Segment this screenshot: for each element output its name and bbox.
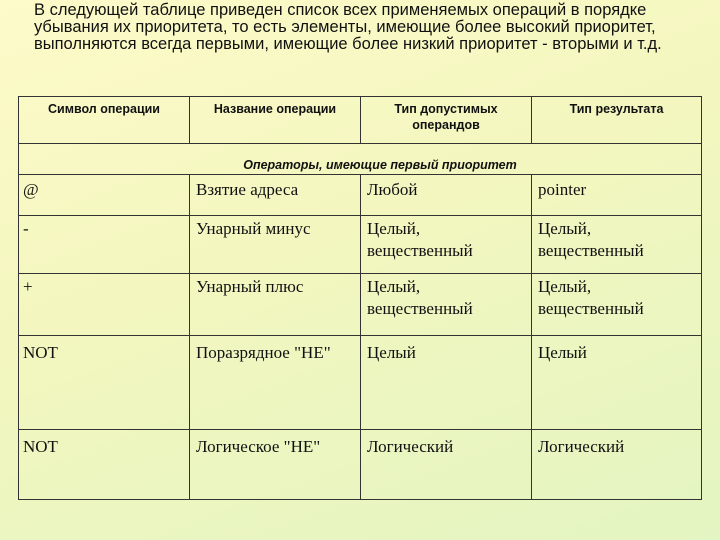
cell-symbol: - xyxy=(19,216,190,274)
cell-symbol: + xyxy=(19,274,190,336)
cell-result-type: Логический xyxy=(532,430,702,500)
section-title: Операторы, имеющие первый приоритет xyxy=(19,143,702,175)
cell-symbol: @ xyxy=(19,175,190,216)
cell-name: Унарный минус xyxy=(190,216,361,274)
table-header-row xyxy=(19,97,702,144)
cell-result-type: Целый, вещественный xyxy=(532,216,702,274)
header-operand-type: Тип допустимых операндов xyxy=(361,97,532,144)
cell-result-type: Целый xyxy=(532,335,702,430)
cell-symbol: NOT xyxy=(19,430,190,500)
section-row xyxy=(19,143,702,175)
table-row xyxy=(19,274,702,336)
cell-result-type: Целый, вещественный xyxy=(532,274,702,336)
cell-operand-type: Любой xyxy=(361,175,532,216)
table-row xyxy=(19,335,702,430)
table-row xyxy=(19,216,702,274)
cell-operand-type: Логический xyxy=(361,430,532,500)
cell-name: Взятие адреса xyxy=(190,175,361,216)
cell-name: Поразрядное "НЕ" xyxy=(190,335,361,430)
table-row xyxy=(19,175,702,216)
cell-name: Унарный плюс xyxy=(190,274,361,336)
header-symbol: Символ операции xyxy=(19,97,190,144)
header-result-type: Тип результата xyxy=(532,97,702,144)
cell-name: Логическое "НЕ" xyxy=(190,430,361,500)
operations-table xyxy=(18,96,702,500)
header-name: Название операции xyxy=(190,97,361,144)
cell-operand-type: Целый xyxy=(361,335,532,430)
table-row xyxy=(19,430,702,500)
cell-result-type: pointer xyxy=(532,175,702,216)
cell-symbol: NOT xyxy=(19,335,190,430)
cell-operand-type: Целый, вещественный xyxy=(361,216,532,274)
intro-paragraph: В следующей таблице приведен список всех применяемых операций в порядке убывания их приоритета, то есть элементы, имеющие более высокий приоритет, выполняются всегда первыми, имеющие более низкий приоритет - вторыми и т.д. xyxy=(34,1,662,53)
cell-operand-type: Целый, вещественный xyxy=(361,274,532,336)
